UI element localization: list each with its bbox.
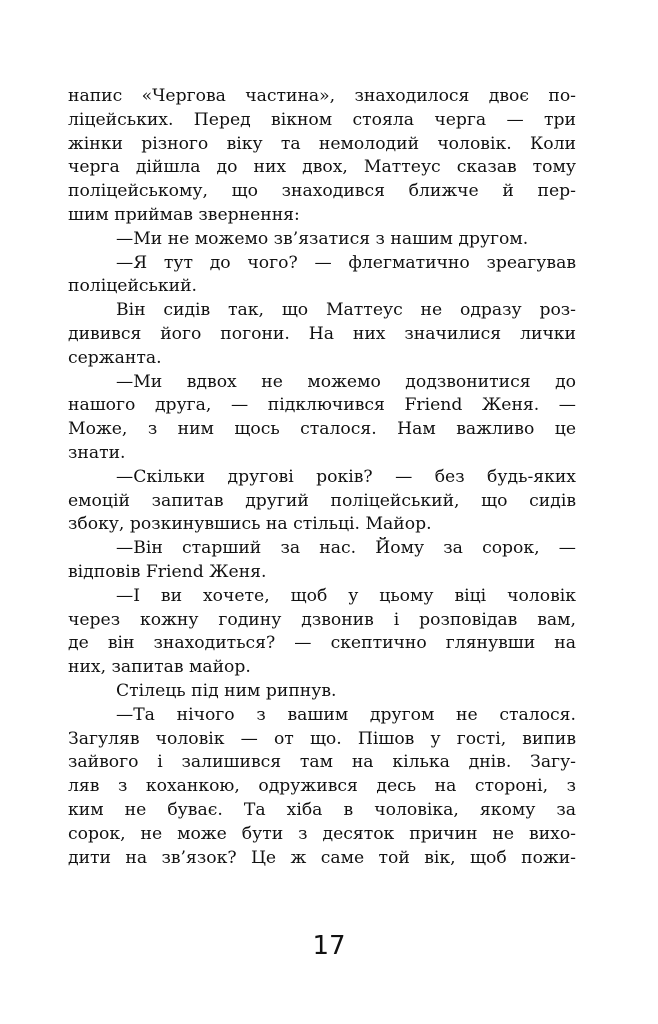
text-line: Може, з ним щось сталося. Нам важливо це: [68, 419, 576, 440]
text-line: дити на зв’язок? Це ж саме той вік, щоб пожи-: [68, 847, 576, 868]
text-line: де він знаходиться? — скептично глянувши на: [68, 633, 576, 654]
text-line: шим приймав звернення:: [68, 204, 300, 225]
text-line: —І ви хочете, щоб у цьому віці чоловік: [116, 585, 576, 606]
text-line: жінки різного віку та немолодий чоловік. Коли: [68, 133, 576, 154]
text-line: нашого друга, — підключився Friend Женя. —: [68, 395, 576, 416]
text-line: напис «Чергова частина», знаходилося двоє по-: [68, 86, 576, 106]
text-line: Загуляв чоловік — от що. Пішов у гості, випив: [68, 728, 576, 749]
text-line: емоцій запитав другий поліцейський, що сидів: [68, 490, 576, 511]
text-line: Стілець під ним рипнув.: [116, 680, 337, 701]
text-line: Він сидів так, що Маттеус не одразу роз-: [116, 300, 576, 321]
text-line: збоку, розкинувшись на стільці. Майор.: [68, 514, 432, 535]
text-line: знати.: [68, 442, 126, 463]
text-line: черга дійшла до них двох, Маттеус сказав тому: [68, 157, 576, 178]
text-line: поліцейському, що знаходився ближче й пер-: [68, 181, 576, 202]
text-line: зайвого і залишився там на кілька днів. Загу-: [68, 752, 576, 773]
body-text: [68, 85, 576, 870]
text-line: відповів Friend Женя.: [68, 561, 267, 582]
text-line: —Ми вдвох не можемо додзвонитися до: [116, 371, 576, 392]
text-line: сержанта.: [68, 347, 162, 368]
text-line: дивився його погони. На них значилися лички: [68, 323, 576, 344]
page-number: 17: [312, 931, 346, 961]
text-line: ліцейських. Перед вікном стояла черга — три: [68, 109, 576, 130]
text-line: ким не буває. Та хіба в чоловіка, якому за: [68, 799, 576, 820]
text-line: —Скільки другові років? — без будь-яких: [116, 466, 576, 487]
text-line: через кожну годину дзвонив і розповідав вам,: [68, 609, 576, 630]
text-line: —Та нічого з вашим другом не сталося.: [116, 704, 576, 725]
text-line: ляв з коханкою, одружився десь на стороні, з: [68, 776, 576, 797]
text-line: них, запитав майор.: [68, 657, 251, 678]
text-line: поліцейський.: [68, 276, 197, 297]
text-line: сорок, не може бути з десяток причин не вихо-: [68, 823, 576, 844]
text-line: —Ми не можемо зв’язатися з нашим другом.: [116, 228, 529, 249]
text-line: —Він старший за нас. Йому за сорок, —: [116, 538, 576, 559]
text-line: —Я тут до чого? — флегматично зреагував: [116, 252, 576, 273]
